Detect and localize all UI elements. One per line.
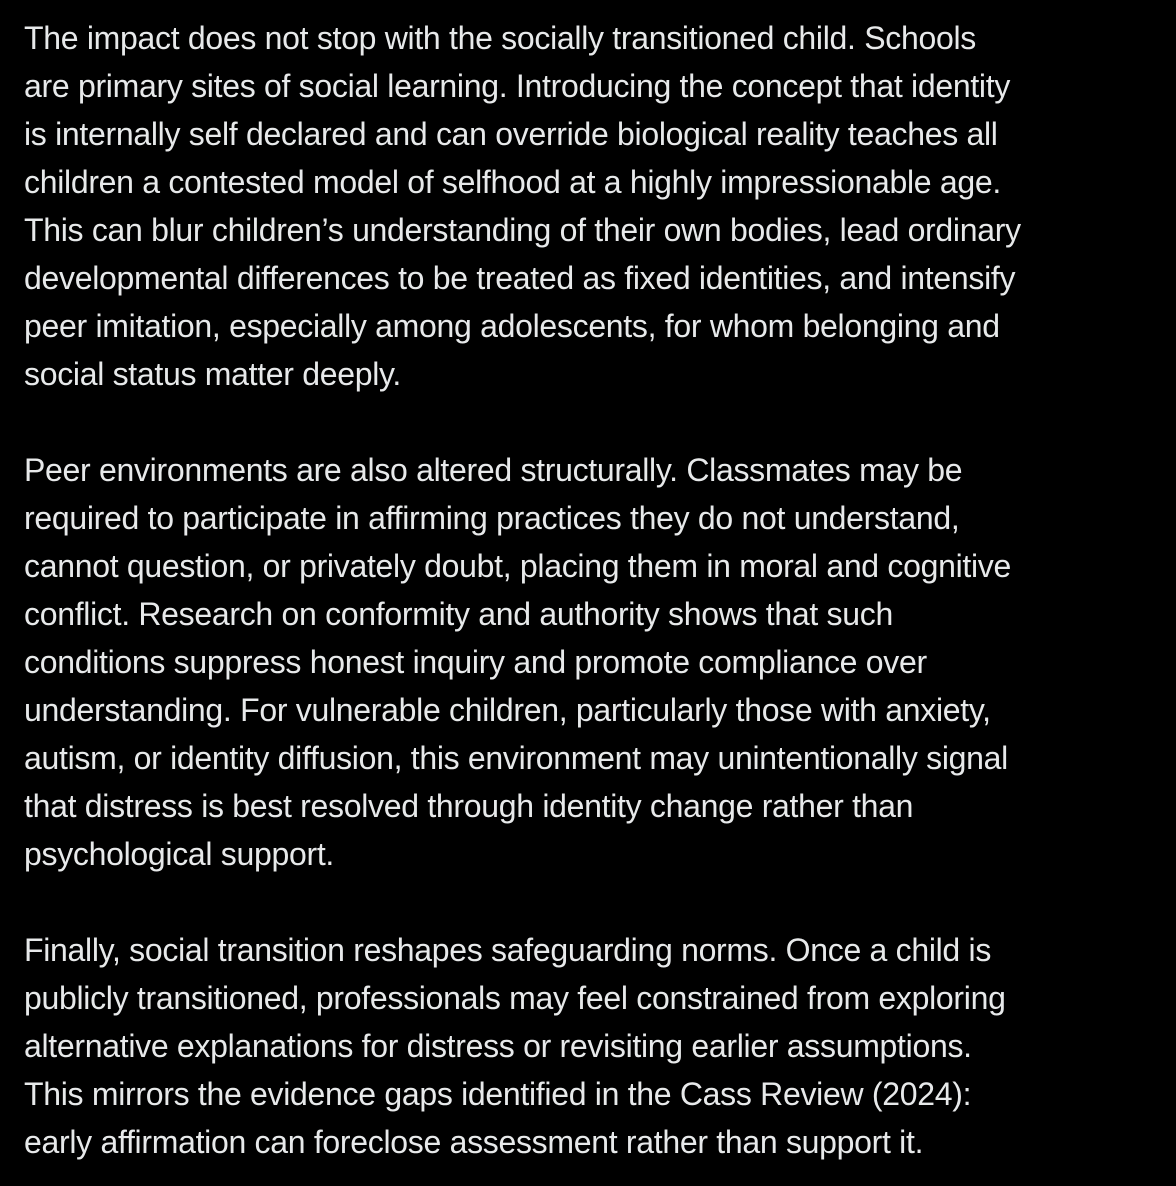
text-line: understanding. For vulnerable children, particularly those with anxiety, [24, 692, 991, 728]
text-line: required to participate in affirming practices they do not understand, [24, 500, 960, 536]
text-line: conflict. Research on conformity and authority shows that such [24, 596, 893, 632]
post-body [24, 14, 1164, 1166]
text-line: developmental differences to be treated as fixed identities, and intensify [24, 260, 1016, 296]
text-line: This can blur children’s understanding of their own bodies, lead ordinary [24, 212, 1021, 248]
text-line: are primary sites of social learning. Introducing the concept that identity [24, 68, 1011, 104]
text-line: is internally self declared and can override biological reality teaches all [24, 116, 998, 152]
text-line: The impact does not stop with the socially transitioned child. Schools [24, 20, 976, 56]
text-line: psychological support. [24, 836, 335, 872]
text-line: social status matter deeply. [24, 356, 401, 392]
text-line: cannot question, or privately doubt, placing them in moral and cognitive [24, 548, 1011, 584]
text-line: early affirmation can foreclose assessment rather than support it. [24, 1124, 924, 1160]
text-line: Peer environments are also altered structurally. Classmates may be [24, 452, 963, 488]
text-line: peer imitation, especially among adolescents, for whom belonging and [24, 308, 1000, 344]
paragraph-1 [24, 14, 1164, 398]
text-line: publicly transitioned, professionals may feel constrained from exploring [24, 980, 1006, 1016]
text-line: alternative explanations for distress or revisiting earlier assumptions. [24, 1028, 972, 1064]
text-line: autism, or identity diffusion, this environment may unintentionally signal [24, 740, 1008, 776]
text-line: that distress is best resolved through identity change rather than [24, 788, 914, 824]
text-line: children a contested model of selfhood at a highly impressionable age. [24, 164, 1001, 200]
paragraph-3 [24, 926, 1164, 1166]
text-line: conditions suppress honest inquiry and promote compliance over [24, 644, 927, 680]
text-line: Finally, social transition reshapes safeguarding norms. Once a child is [24, 932, 992, 968]
text-line: This mirrors the evidence gaps identified in the Cass Review (2024): [24, 1076, 972, 1112]
paragraph-2 [24, 446, 1164, 878]
